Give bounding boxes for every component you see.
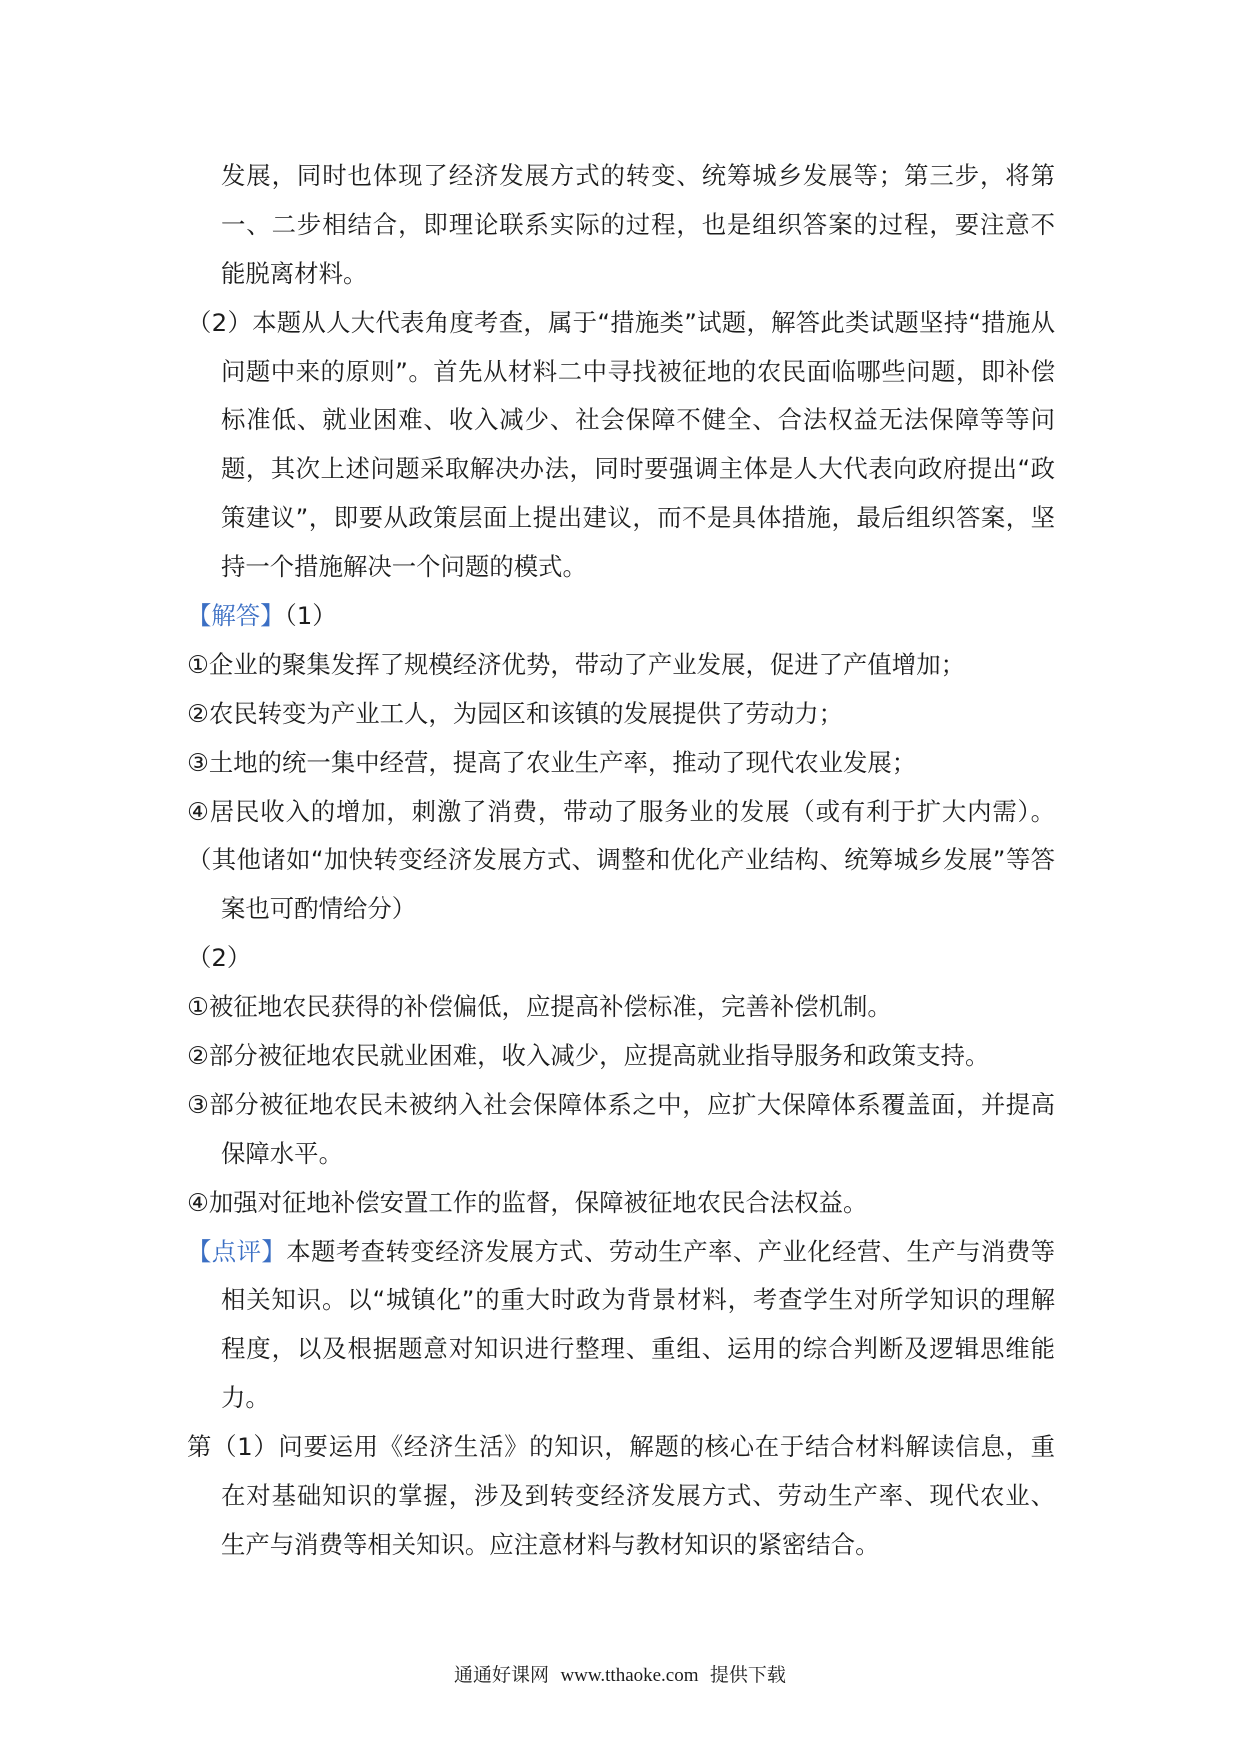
analysis-line: 能脱离材料。	[221, 258, 368, 288]
answer-note-line: （其他诸如“加快转变经济发展方式、调整和优化产业结构、统筹城乡发展”等答	[187, 845, 1055, 875]
comment-text: 本题考查转变经济发展方式、劳动生产率、产业化经营、生产与消费等	[286, 1236, 1055, 1266]
answer-part1-heading: （1）	[284, 601, 337, 631]
answer-section	[187, 592, 1055, 1228]
comment-line: 相关知识。以“城镇化”的重大时政为背景材料，考查学生对所学知识的理解	[221, 1285, 1055, 1315]
answer-heading	[187, 592, 1055, 641]
answer-point-continuation: 保障水平。	[221, 1138, 343, 1168]
analysis-line: 持一个措施解决一个问题的模式。	[221, 552, 587, 582]
answer-point: ③部分被征地农民未被纳入社会保障体系之中，应扩大保障体系覆盖面，并提高	[187, 1089, 1055, 1119]
answer-label: 【解答】	[187, 601, 285, 631]
analysis-line: 标准低、就业困难、收入减少、社会保障不健全、合法权益无法保障等等问	[221, 405, 1055, 435]
comment-line: 程度，以及根据题意对知识进行整理、重组、运用的综合判断及逻辑思维能	[221, 1334, 1055, 1364]
answer-point: ④加强对征地补偿安置工作的监督，保障被征地农民合法权益。	[187, 1187, 868, 1217]
page-body	[187, 152, 1055, 1570]
answer-point: ②部分被征地农民就业困难，收入减少，应提高就业指导服务和政策支持。	[187, 1041, 990, 1071]
page-footer	[0, 1662, 1240, 1689]
analysis-line: 策建议”，即要从政策层面上提出建议，而不是具体措施，最后组织答案，坚	[221, 503, 1055, 533]
analysis-part1-tail	[187, 152, 1055, 299]
answer-point: ④居民收入的增加，刺激了消费，带动了服务业的发展（或有利于扩大内需）。	[187, 796, 1055, 826]
analysis-line: （2）本题从人大代表角度考查，属于“措施类”试题，解答此类试题坚持“措施从	[187, 307, 1055, 337]
answer-note-line: 案也可酌情给分）	[221, 894, 417, 924]
footer-url-link[interactable]: www.tthaoke.com	[560, 1665, 699, 1686]
analysis-part2	[187, 299, 1055, 592]
comment-label: 【点评】	[187, 1236, 287, 1266]
comment-part1-line: 生产与消费等相关知识。应注意材料与教材知识的紧密结合。	[221, 1529, 880, 1559]
answer-point: ②农民转变为产业工人，为园区和该镇的发展提供了劳动力；	[187, 698, 844, 728]
comment-line	[187, 1228, 1055, 1277]
answer-point: ①被征地农民获得的补偿偏低，应提高补偿标准，完善补偿机制。	[187, 992, 892, 1022]
answer-point: ③土地的统一集中经营，提高了农业生产率，推动了现代农业发展；	[187, 747, 917, 777]
analysis-line: 题，其次上述问题采取解决办法，同时要强调主体是人大代表向政府提出“政	[221, 454, 1055, 484]
comment-line: 力。	[221, 1383, 270, 1413]
answer-part2-heading: （2）	[187, 943, 252, 973]
answer-point: ①企业的聚集发挥了规模经济优势，带动了产业发展，促进了产值增加；	[187, 649, 965, 679]
analysis-line: 发展，同时也体现了经济发展方式的转变、统筹城乡发展等；第三步，将第	[221, 161, 1055, 190]
comment-section	[187, 1228, 1055, 1570]
footer-site-name: 通通好课网	[454, 1664, 550, 1686]
analysis-line: 问题中来的原则”。首先从材料二中寻找被征地的农民面临哪些问题，即补偿	[221, 356, 1055, 386]
footer-note: 提供下载	[709, 1664, 786, 1686]
comment-part1-line: 在对基础知识的掌握，涉及到转变经济发展方式、劳动生产率、现代农业、	[221, 1481, 1055, 1511]
comment-part1-line: 第（1）问要运用《经济生活》的知识，解题的核心在于结合材料解读信息，重	[187, 1432, 1055, 1462]
analysis-line: 一、二步相结合，即理论联系实际的过程，也是组织答案的过程，要注意不	[221, 209, 1055, 239]
